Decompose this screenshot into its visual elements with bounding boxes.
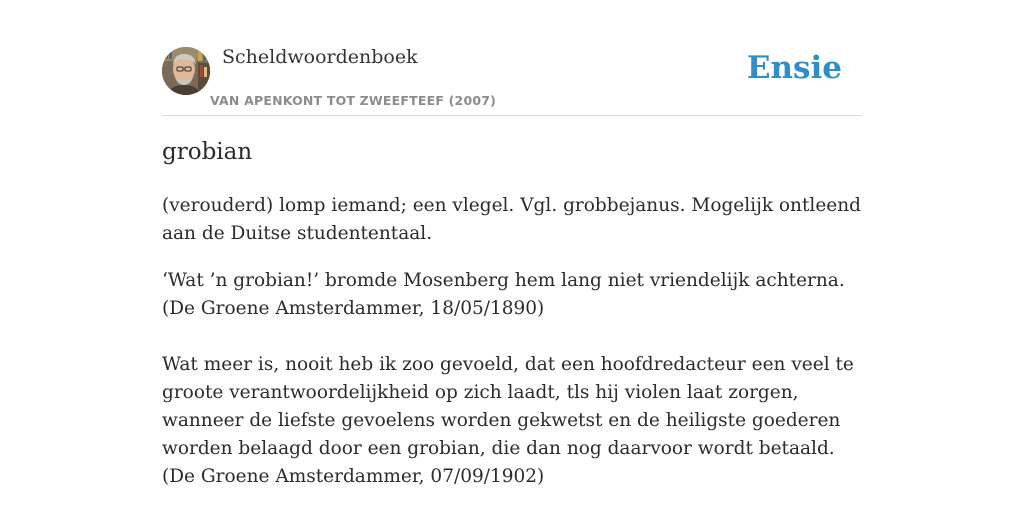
entry-example-1: ‘Wat ’n grobian!’ bromde Mosenberg hem lang niet vriendelijk achterna. (De Groene Amsterdammer, 18/05/1890) <box>162 270 845 319</box>
entry-term: grobian <box>162 139 253 165</box>
author-name[interactable]: Scheldwoordenboek <box>222 46 418 68</box>
entry-example-2: Wat meer is, nooit heb ik zoo gevoeld, dat een hoofdredacteur een veel te groote verantwoordelijkheid op zich laadt, tls hij violen laat zorgen, wanneer de liefste gevoelens worden gekwetst en de heiligste goederen worden belaagd door een grobian, die dan nog daarvoor wordt betaald. (De Groene Amsterdammer, 07/09/1902) <box>162 354 854 487</box>
brand-logo[interactable]: Ensie <box>746 50 842 86</box>
author-photo-icon <box>162 47 210 95</box>
source-title[interactable]: VAN APENKONT TOT ZWEEFTEEF (2007) <box>210 93 497 108</box>
author-avatar[interactable] <box>162 47 210 95</box>
header-divider <box>162 115 862 116</box>
entry-card <box>162 0 862 512</box>
entry-definition: (verouderd) lomp iemand; een vlegel. Vgl. grobbejanus. Mogelijk ontleend aan de Duitse studententaal. <box>162 195 861 244</box>
